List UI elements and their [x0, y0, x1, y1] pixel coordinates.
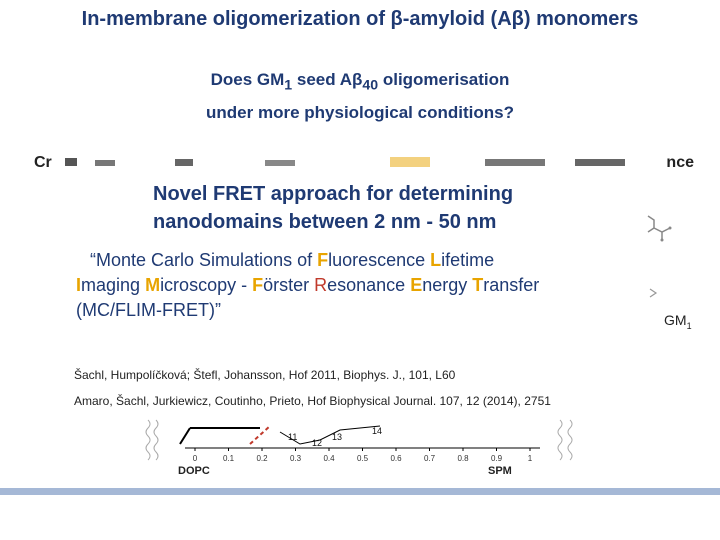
question-line-2: under more physiological conditions?	[206, 103, 514, 123]
novel-line-1: Novel FRET approach for determining	[153, 183, 514, 205]
reference-2: Amaro, Šachl, Jurkiewicz, Coutinho, Prieto, Hof Biophysical Journal. 107, 12 (2014), 2751	[74, 394, 551, 408]
peak-label: 11	[288, 432, 298, 442]
tick-label: 0.1	[222, 454, 235, 463]
background-text-left: Cr	[34, 154, 52, 171]
background-text-right: nce	[666, 154, 694, 171]
mc-line-1: “Monte Carlo Simulations of Fluorescence Lifetime	[90, 250, 495, 270]
arrow-fragment-icon	[648, 286, 660, 300]
tick-label: 0.4	[323, 454, 335, 463]
overlay-mask	[55, 150, 653, 180]
mc-flim-fret-quote	[76, 248, 666, 328]
tick-label: 0.5	[356, 454, 369, 463]
bottom-bar	[0, 488, 720, 495]
left-lipid-squiggle	[146, 420, 158, 460]
tick-label: 0.3	[289, 454, 302, 463]
slide-title: In-membrane oligomerization of β-amyloid (Aβ) monomers	[81, 8, 639, 30]
novel-fret-box	[145, 180, 595, 240]
mc-line-2: Imaging Microscopy - Förster Resonance Energy Transfer	[76, 275, 540, 295]
reference-1: Šachl, Humpolíčková; Štefl, Johansson, Hof 2011, Biophys. J., 101, L60	[74, 368, 456, 382]
question-line-1: Does $GM_1$ seed $A\beta_{40}$ oligomerisation	[210, 70, 510, 94]
peak-label: 14	[372, 426, 383, 436]
tick-label: 0.8	[457, 454, 469, 463]
axis-right-label: SPM	[488, 465, 512, 477]
partially-hidden-text-fragments	[55, 150, 653, 180]
phase-boundary-line	[180, 428, 260, 444]
tick-label: 0.7	[423, 454, 436, 463]
phase-diagram-fragment	[140, 418, 580, 478]
right-lipid-squiggle	[558, 420, 572, 460]
mc-line-3: (MC/FLIM-FRET)”	[76, 300, 221, 320]
axis-left-label: DOPC	[178, 465, 210, 477]
molecule-structure-icon	[640, 210, 680, 250]
peak-label: 13	[332, 432, 343, 442]
tick-label: 1	[527, 454, 533, 463]
tick-label: 0.2	[256, 454, 268, 463]
gm1-label: $GM_1$	[664, 312, 692, 331]
peak-labels	[280, 426, 382, 448]
research-question	[0, 66, 720, 127]
tick-labels	[193, 448, 533, 463]
tick-label: 0.6	[390, 454, 402, 463]
peak-label: 12	[312, 438, 323, 448]
novel-line-2: nanodomains between 2 nm - 50 nm	[153, 211, 497, 233]
tick-label: 0	[192, 454, 198, 463]
references	[74, 362, 634, 412]
tick-label: 0.9	[490, 454, 503, 463]
